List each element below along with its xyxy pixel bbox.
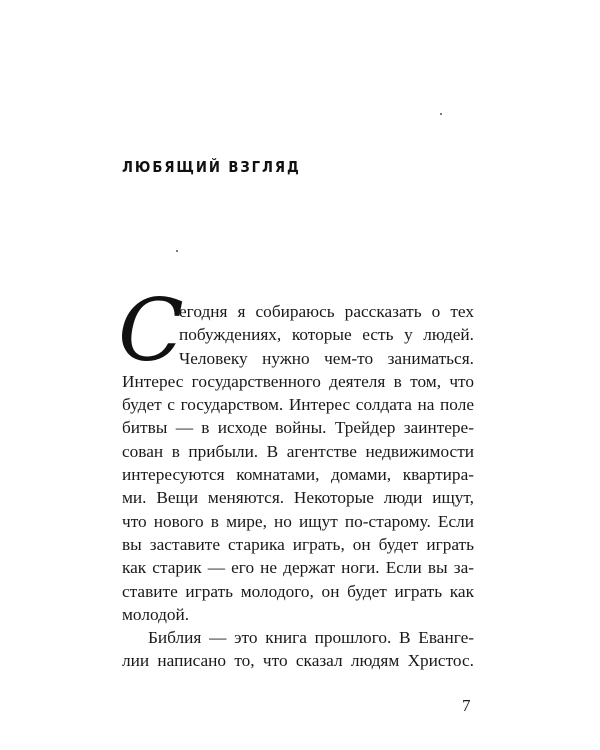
text-line: вы заставите старика играть, он будет играть (122, 534, 474, 554)
speck (176, 250, 178, 252)
text-line: лии написано то, что сказал людям Христос. (122, 651, 474, 671)
text-line: битвы — в исходе войны. Трейдер заинтере- (122, 418, 474, 438)
speck (440, 113, 442, 115)
text-line: ставите играть молодого, он будет играть как (122, 581, 474, 601)
page-number: 7 (462, 696, 471, 715)
text-line: сован в прибыли. В агентстве недвижимости (122, 441, 474, 461)
text-line: Человеку нужно чем-то заниматься. (179, 348, 474, 368)
text-line: будет с государством. Интерес солдата на поле (122, 395, 474, 415)
chapter-title: ЛЮБЯЩИЙ ВЗГЛЯД (122, 158, 301, 176)
text-line: Интерес государственного деятеля в том, что (122, 371, 474, 391)
text-line: ми. Вещи меняются. Некоторые люди ищут, (122, 488, 474, 508)
text-line: егодня я собираюсь рассказать о тех (179, 302, 474, 321)
text-line: молодой. (122, 604, 190, 624)
text-line: интересуются комнатами, домами, квартира- (122, 465, 474, 485)
body-text (122, 300, 474, 673)
text-line: как старик — его не держат ноги. Если вы за- (122, 558, 474, 578)
text-line: Библия — это книга прошлого. В Еванге- (148, 628, 474, 648)
text-line: побуждениях, которые есть у людей. (179, 325, 474, 345)
text-line: что нового в мире, но ищут по-старому. Если (122, 511, 474, 531)
drop-cap: С (118, 281, 184, 381)
